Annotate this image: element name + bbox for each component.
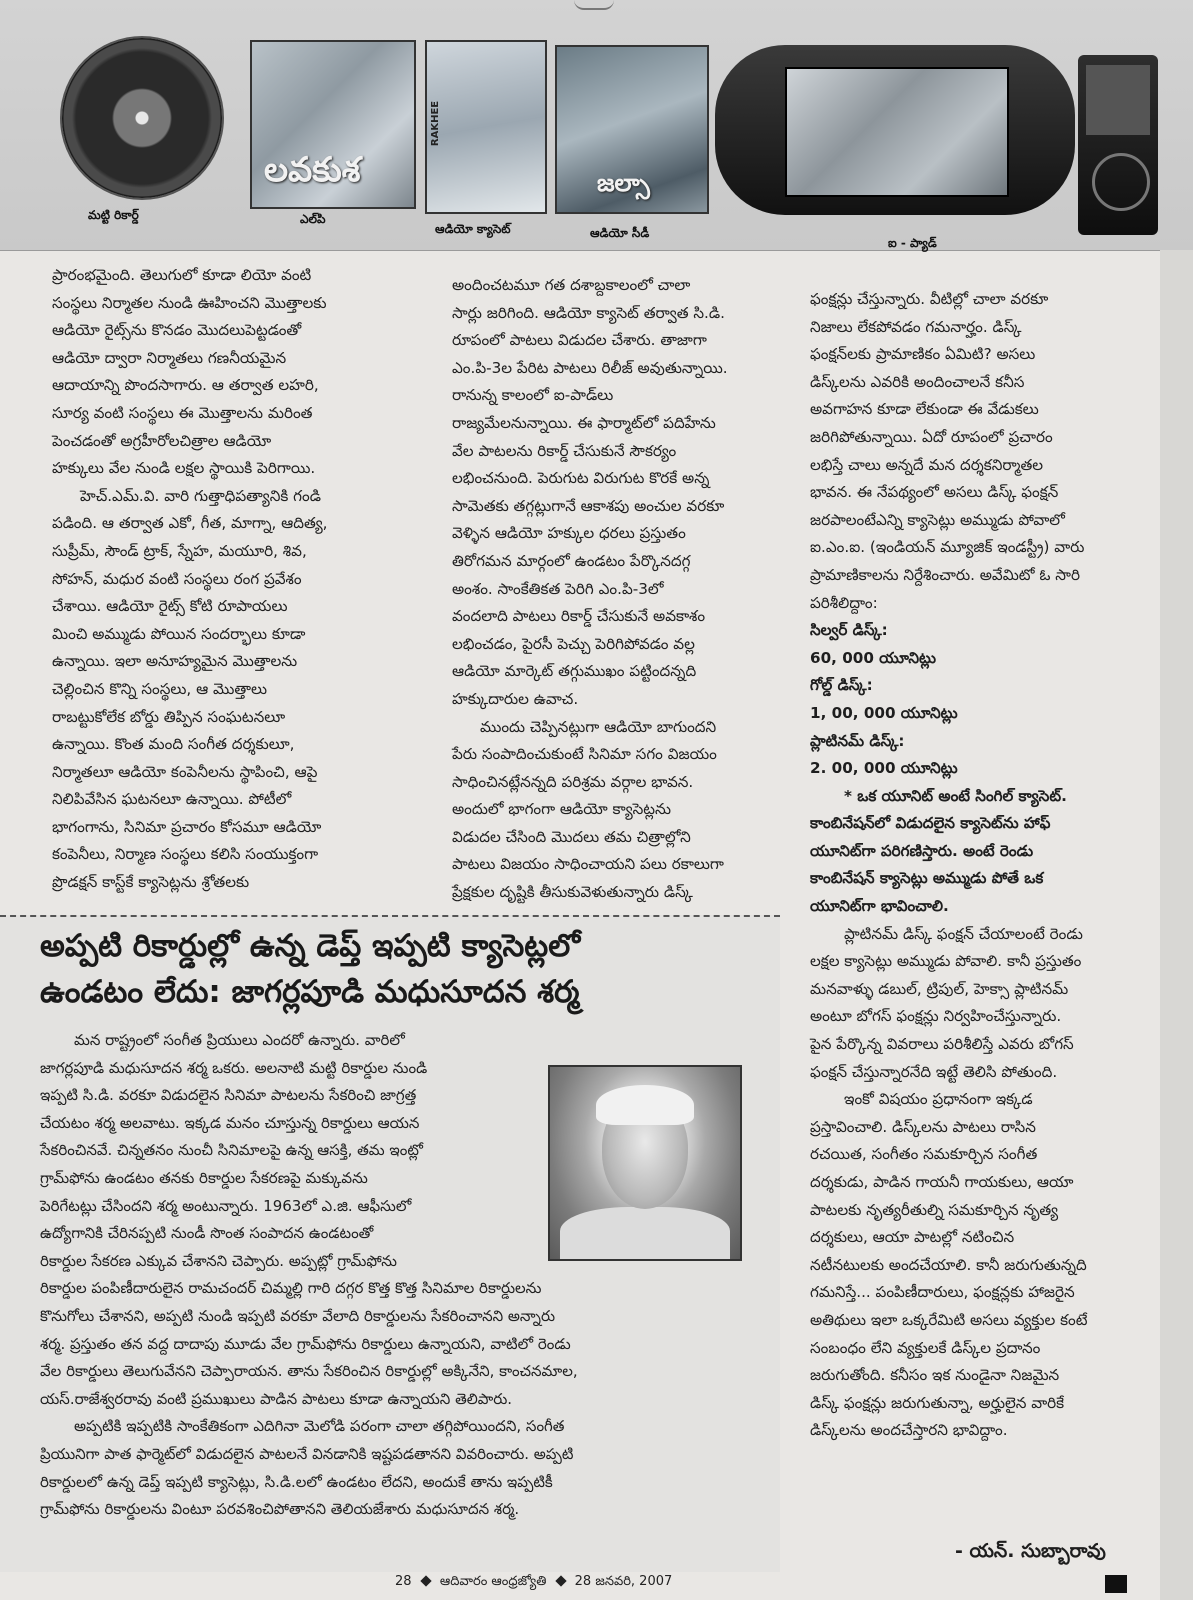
text-line: కొనుగోలు చేశానని, అప్పటి నుండి ఇప్పటి వరకూ వేలాది రికార్డులను సేకరించానని అన్నారు — [40, 1306, 556, 1325]
text-line: సోహన్, మధుర వంటి సంస్థలు రంగ ప్రవేశం — [52, 569, 302, 588]
disc-label-platinum: ప్లాటినమ్ డిస్క్: — [810, 731, 905, 750]
text-line: జరిగిపోతున్నాయి. ఏదో రూపంలో ప్రచారం — [810, 427, 1053, 446]
portable-player-image — [715, 45, 1075, 215]
unit-note-line: * ఒక యూనిట్ అంటే సింగిల్ క్యాసెట్. — [844, 786, 1067, 805]
text-line: విడుదల చేసింది మొదలు తమ చిత్రాల్లోని — [452, 827, 691, 846]
cd-cover-image — [555, 45, 709, 214]
text-line: శర్మ. ప్రస్తుతం తన వద్ద దాదాపు మూడు వేల గ్రామ్‌ఫోను రికార్డులు ఉన్నాయని, వాటిలో రెండు — [40, 1334, 571, 1353]
text-line: ఉన్నాయి. కొంత మంది సంగీత దర్శకులూ, — [52, 735, 295, 754]
text-line: భావన. ఈ నేపథ్యంలో అసలు డిస్క్ ఫంక్షన్ — [810, 483, 1059, 502]
text-line: మనవాళ్ళు డబుల్, ట్రిపుల్, హెక్సా ప్లాటినమ్ — [810, 979, 1069, 998]
text-line: డిస్క్ ఫంక్షన్లు జరుగుతున్నా, అర్హులైన వారికే — [810, 1393, 1065, 1412]
text-line: జరపాలంటేఎన్ని క్యాసెట్లు అమ్ముడు పోవాలో — [810, 510, 1065, 529]
article-column-1 — [52, 262, 430, 897]
text-line: సేకరించినవే. చిన్నతనం నుంచీ సినిమాలపై ఉన్న ఆసక్తి, తమ ఇంట్లో — [40, 1141, 423, 1160]
text-line: గమనిస్తే... పంపిణీదారులు, ఫంక్షన్లకు హాజరైన — [810, 1283, 1075, 1302]
end-of-article-block-icon — [1105, 1575, 1127, 1593]
interview-body — [40, 1027, 775, 1524]
cassette-cover-title: RAKHEE — [430, 100, 442, 147]
unit-note-line: కాంబినేషన్ క్యాసెట్లు అమ్ముడు పోతే ఒక — [810, 869, 1044, 888]
text-line: అందించటమూ గత దశాబ్దకాలంలో చాలా — [452, 276, 691, 294]
text-line: సంస్థలు నిర్మాతల నుండి ఊహించని మొత్తాలకు — [52, 293, 327, 312]
text-line: ఆదాయాన్ని పొందసాగారు. ఆ తర్వాత లహరి, — [52, 376, 319, 395]
interview-box — [0, 915, 780, 1572]
text-line: అవగాహన కూడా లేకుండా ఈ వేడుకలు — [810, 400, 1039, 419]
unit-note-line: కాంబినేషన్‌లో విడుదలైన క్యాసెట్‌ను హాఫ్ — [810, 814, 1051, 833]
article-column-2 — [452, 272, 792, 907]
text-line: పాటలు విజయం సాధించాయని పలు రకాలుగా — [452, 855, 724, 874]
disc-label-silver: సిల్వర్ డిస్క్: — [810, 621, 888, 640]
text-line: కంపెనీలు, నిర్మాణ సంస్థలు కలిసి సంయుక్తంగా — [52, 845, 319, 864]
text-line: రికార్డులలో ఉన్న డెప్త్ ఇప్పటి క్యాసెట్లు, సి.డి.లలో ఉండటం లేదని, అందుకే తాను ఇప్పటికీ — [40, 1472, 553, 1491]
text-line: అతిథులు ఇలా ఒక్కరేమిటి అసలు వ్యక్తుల కంటే — [810, 1310, 1088, 1329]
text-line: మన రాష్ట్రంలో సంగీత ప్రియులు ఎందరో ఉన్నారు. వారిలో — [74, 1031, 405, 1049]
article-column-3 — [810, 286, 1150, 1445]
text-line: ప్రియునిగా పాత ఫార్మెట్‌లో విడుదలైన పాటలనే వినడానికి ఇష్టపడతానని వివరించారు. అప్పటి — [40, 1444, 574, 1463]
text-line: లభిస్తే చాలు అన్నదే మన దర్శకనిర్మాతల — [810, 455, 1044, 474]
text-line: ప్రస్తావించాలి. డిస్క్‌లను పాటలు రాసిన — [810, 1117, 1036, 1136]
text-line: ఆడియో ద్వారా నిర్మాతలు గణనీయమైన — [52, 348, 287, 367]
player-screen — [785, 67, 1009, 197]
author-byline: - యన్. సుబ్బారావు — [955, 1540, 1106, 1562]
disc-units-silver: 60, 000 యూనిట్లు — [810, 648, 937, 667]
text-line: ఉద్యోగానికి చేరినప్పటి నుండీ సొంత సంపాదన ఉండటంతో — [40, 1224, 374, 1243]
text-line: రచయిత, సంగీతం సమకూర్చిన సంగీత — [810, 1145, 1038, 1164]
text-line: డిస్క్‌లను ఎవరికి అందించాలనే కనీస — [810, 372, 1025, 391]
page-footer — [395, 1574, 672, 1592]
text-line: రికార్డుల పంపిణీదారులైన రామచందర్ చిమ్మల్లి గారి దగ్గర కొత్త కొత్త సినిమాల రికార్డులను — [40, 1279, 542, 1298]
text-line: రాజ్యమేలనున్నాయి. ఈ ఫార్మాట్‌లో పదిహేను — [452, 413, 716, 432]
text-line: పాటలకు నృత్యరీతుల్ని సమకూర్చిన నృత్య — [810, 1200, 1059, 1219]
text-line: అంశం. సాంకేతికత పెరిగి ఎం.పి-3లో — [452, 579, 664, 598]
right-margin-shade — [1160, 250, 1193, 1600]
text-line: సార్లు జరిగింది. ఆడియో క్యాసెట్ తర్వాత సి.డి. — [452, 303, 725, 322]
caption-lp: ఎల్‌పి — [300, 212, 326, 226]
text-line: ఐ.ఎం.ఐ. (ఇండియన్ మ్యూజిక్ ఇండస్ట్రీ) వారు — [810, 538, 1085, 557]
ipod-wheel — [1092, 153, 1150, 211]
text-line: పేరు సంపాదించుకుంటే సినిమా సగం విజయం — [452, 745, 717, 764]
text-line: సామెతకు తగ్గట్లుగానే ఆకాశపు అంచుల వరకూ — [452, 496, 725, 515]
interview-paragraph-1 — [40, 1027, 775, 1413]
footer-paper-name: ఆదివారం ఆంధ్రజ్యోతి — [439, 1574, 547, 1589]
text-line: ప్రామాణికాలను నిర్దేశించారు. అవేమిటో ఓ సారి — [810, 565, 1080, 584]
text-line: అప్పటికి ఇప్పటికి సాంకేతికంగా ఎదిగినా మెలోడి పరంగా చాలా తగ్గిపోయిందని, సంగీత — [74, 1417, 565, 1436]
interview-headline — [40, 923, 770, 1015]
masthead-emblem — [574, 0, 614, 10]
text-line: రానున్న కాలంలో ఐ-పాడ్‌లు — [452, 386, 614, 405]
text-line: నటీనటులకు అందచేయాలి. కానీ జరుగుతున్నది — [810, 1255, 1087, 1274]
text-line: యస్.రాజేశ్వరరావు వంటి ప్రముఖులు పాడిన పాటలు కూడా ఉన్నాయని తెలిపారు. — [40, 1389, 513, 1408]
text-line: ఆడియో రైట్స్‌ను కొనడం మొదలుపెట్టడంతో — [52, 321, 302, 340]
text-line: ఫంక్షన్‌లకు ప్రామాణికం ఏమిటి? అసలు — [810, 345, 1036, 364]
text-line: నిర్మాతలూ ఆడియో కంపెనీలను స్థాపించి, ఆపై — [52, 762, 318, 781]
text-line: హక్కుదారుల ఉవాచ. — [452, 689, 579, 708]
text-line: ఇంకో విషయం ప్రధానంగా ఇక్కడ — [844, 1090, 1033, 1109]
lp-cover-image — [250, 40, 416, 209]
text-line: రూపంలో పాటలు విడుదల చేశారు. తాజాగా — [452, 331, 707, 350]
caption-ipad: ఐ - ప్యాడ్ — [888, 236, 937, 250]
text-line: పెరిగేటట్లు చేసిందని శర్మ అంటున్నారు. 1963లో ఎ.జి. ఆఫీసులో — [40, 1196, 412, 1215]
cd-cover-title: జల్సా — [597, 169, 650, 197]
text-line: రాబట్టుకోలేక బోర్డు తిప్పిన సంఘటనలూ — [52, 707, 286, 726]
text-line: వేల పాటలను రికార్డ్ చేసుకునే సౌకర్యం — [452, 441, 677, 460]
ipod-image — [1078, 55, 1158, 235]
headline-line-2: ఉండటం లేదు: జాగర్లపూడి మధుసూదన శర్మ — [40, 974, 580, 1010]
text-line: లక్షల క్యాసెట్లు అమ్ముడు పోవాలి. కానీ ప్రస్తుతం — [810, 952, 1082, 971]
text-line: ఇప్పటి సి.డి. వరకూ విడుదలైన సినిమా పాటలను సేకరించి జాగ్రత్త — [40, 1086, 417, 1105]
text-line: పెంచడంతో అగ్రహీరోలచిత్రాల ఆడియో — [52, 431, 272, 450]
text-line: భాగంగాను, సినిమా ప్రచారం కోసమూ ఆడియో — [52, 817, 322, 836]
text-line: ప్లాటినమ్ డిస్క్ ఫంక్షన్ చేయాలంటే రెండు — [844, 924, 1083, 943]
text-line: పరిశీలిద్దాం: — [810, 593, 878, 612]
text-line: మించి అమ్ముడు పోయిన సందర్భాలు కూడా — [52, 624, 306, 643]
text-line: వెళ్ళిన ఆడియో హక్కుల ధరలు ప్రస్తుతం — [452, 524, 686, 543]
text-line: ప్రేక్షకుల దృష్టికి తీసుకువెళుతున్నారు డిస్క్ — [452, 883, 693, 902]
text-line: దర్శకులు, ఆయా పాటల్లో నటించిన — [810, 1228, 1015, 1247]
interview-paragraph-2 — [40, 1413, 775, 1523]
text-line: పడింది. ఆ తర్వాత ఎకో, గీత, మాగ్నా, ఆదిత్య, — [52, 514, 328, 533]
text-line: సుప్రీమ్, సౌండ్ ట్రాక్, స్నేహ, మయూరి, శివ, — [52, 541, 307, 560]
media-image-strip — [0, 0, 1193, 251]
caption-cd: ఆడియో సీడీ — [590, 226, 650, 240]
footer-date: 28 జనవరి, 2007 — [574, 1574, 673, 1589]
text-line: ఆడియో మార్కెట్ తగ్గుముఖం పట్టిందన్నది — [452, 662, 697, 681]
lp-cover-title: లవకుశ — [264, 150, 361, 190]
gramophone-record-image — [62, 38, 222, 198]
unit-note-line: యూనిట్‌గా పరిగణిస్తారు. అంటే రెండు — [810, 841, 1034, 860]
disc-label-gold: గోల్డ్ డిస్క్: — [810, 676, 873, 695]
disc-units-platinum: 2. 00, 000 యూనిట్లు — [810, 759, 958, 778]
footer-page-number: 28 — [395, 1574, 412, 1589]
text-line: ప్రారంభమైంది. తెలుగులో కూడా లియో వంటి — [52, 266, 312, 284]
text-line: వేల రికార్డులు తెలుగువేనని చెప్పారాయన. తాను సేకరించిన రికార్డుల్లో అక్కినేని, కాంచనమాల, — [40, 1362, 578, 1381]
text-line: దర్శకుడు, పాడిన గాయనీ గాయకులు, ఆయా — [810, 1173, 1074, 1191]
text-line: నిలిపివేసిన ఘటనలూ ఉన్నాయి. పోటీలో — [52, 790, 292, 809]
text-line: తిరోగమన మార్గంలో ఉండటం పేర్కొనదగ్గ — [452, 551, 691, 570]
text-line: లభించడం, పైరసీ పెచ్చు పెరిగిపోవడం వల్ల — [452, 634, 695, 653]
text-line: అందులో భాగంగా ఆడియో క్యాసెట్లను — [452, 800, 671, 819]
text-line: హక్కులు వేల నుండి లక్షల స్థాయికి పెరిగాయి. — [52, 459, 316, 478]
text-line: లభించనుంది. పెరుగుట విరుగుట కొరకే అన్న — [452, 469, 710, 488]
text-line: చేయటం శర్మ అలవాటు. ఇక్కడ మనం చూస్తున్న రికార్డులు ఆయన — [40, 1113, 420, 1132]
caption-cassette: ఆడియో క్యాసెట్ — [435, 222, 511, 236]
text-line: సాధించినట్లేనన్నది పరిశ్రమ వర్గాల భావన. — [452, 772, 694, 791]
text-line: చేశాయి. ఆడియో రైట్స్ కోటి రూపాయలు — [52, 597, 288, 616]
text-line: గ్రామ్‌ఫోను రికార్డులను వింటూ పరవశించిపోతానని తెలియజేశారు మధుసూదన శర్మ. — [40, 1500, 520, 1519]
headline-line-1: అప్పటి రికార్డుల్లో ఉన్న డెప్త్ ఇప్పటి క్యాసెట్లలో — [40, 928, 581, 964]
text-line: ఎం.పి-3ల పేరిట పాటలు రిలీజ్ అవుతున్నాయి. — [452, 358, 728, 377]
text-line: జరుగుతోంది. కనీసం ఇక నుండైనా నిజమైన — [810, 1366, 1060, 1385]
text-line: హెచ్.ఎమ్.వి. వారి గుత్తాధిపత్యానికి గండి — [80, 486, 321, 505]
text-line: ఫంక్షన్లు చేస్తున్నారు. వీటిల్లో చాలా వరకూ — [810, 290, 1049, 308]
cassette-cover-image — [425, 40, 547, 214]
text-line: వందలాది పాటలు రికార్డ్ చేసుకునే అవకాశం — [452, 607, 706, 626]
text-line: చెల్లించిన కొన్ని సంస్థలు, ఆ మొత్తాలు — [52, 679, 267, 698]
text-line: ఫంక్షన్ చేస్తున్నారనేది ఇట్టే తెలిసి పోతుంది. — [810, 1062, 1058, 1081]
diamond-icon — [420, 1575, 431, 1586]
text-line: సూర్య వంటి సంస్థలు ఈ మొత్తాలను మరింత — [52, 403, 313, 422]
text-line: నిజాలు లేకపోవడం గమనార్హం. డిస్క్ — [810, 317, 1022, 336]
text-line: ఉన్నాయి. ఇలా అనూహ్యమైన మొత్తాలను — [52, 652, 298, 671]
text-line: డిస్క్‌లను అందచేస్తారని భావిద్దాం. — [810, 1421, 1008, 1440]
text-line: పైన పేర్కొన్న వివరాలు పరిశీలిస్తే ఎవరు బోగస్ — [810, 1035, 1074, 1054]
text-line: సంబంధం లేని వ్యక్తులకే డిస్క్‌ల ప్రదానం — [810, 1338, 1041, 1357]
text-line: ప్రొడక్షన్ కాస్ట్‌కే క్యాసెట్లను శ్రోతలకు — [52, 873, 250, 892]
text-line: గ్రామ్‌ఫోను ఉండటం తనకు రికార్డుల సేకరణపై మక్కువను — [40, 1168, 368, 1187]
text-line: ముందు చెప్పినట్లుగా ఆడియో బాగుందని — [480, 717, 717, 736]
disc-units-gold: 1, 00, 000 యూనిట్లు — [810, 703, 958, 722]
unit-note-line: యూనిట్‌గా భావించాలి. — [810, 897, 949, 916]
caption-record: మట్టి రికార్డ్ — [88, 208, 139, 222]
text-line: రికార్డుల సేకరణ ఎక్కువ చేశానని చెప్పారు. అప్పట్లో గ్రామ్‌ఫోను — [40, 1251, 397, 1270]
ipod-screen — [1086, 65, 1150, 135]
diamond-icon — [555, 1575, 566, 1586]
text-line: అంటూ బోగస్ ఫంక్షన్లు నిర్వహించేస్తున్నారు. — [810, 1007, 1062, 1026]
text-line: జాగర్లపూడి మధుసూదన శర్మ ఒకరు. అలనాటి మట్టి రికార్డుల నుండి — [40, 1058, 428, 1077]
